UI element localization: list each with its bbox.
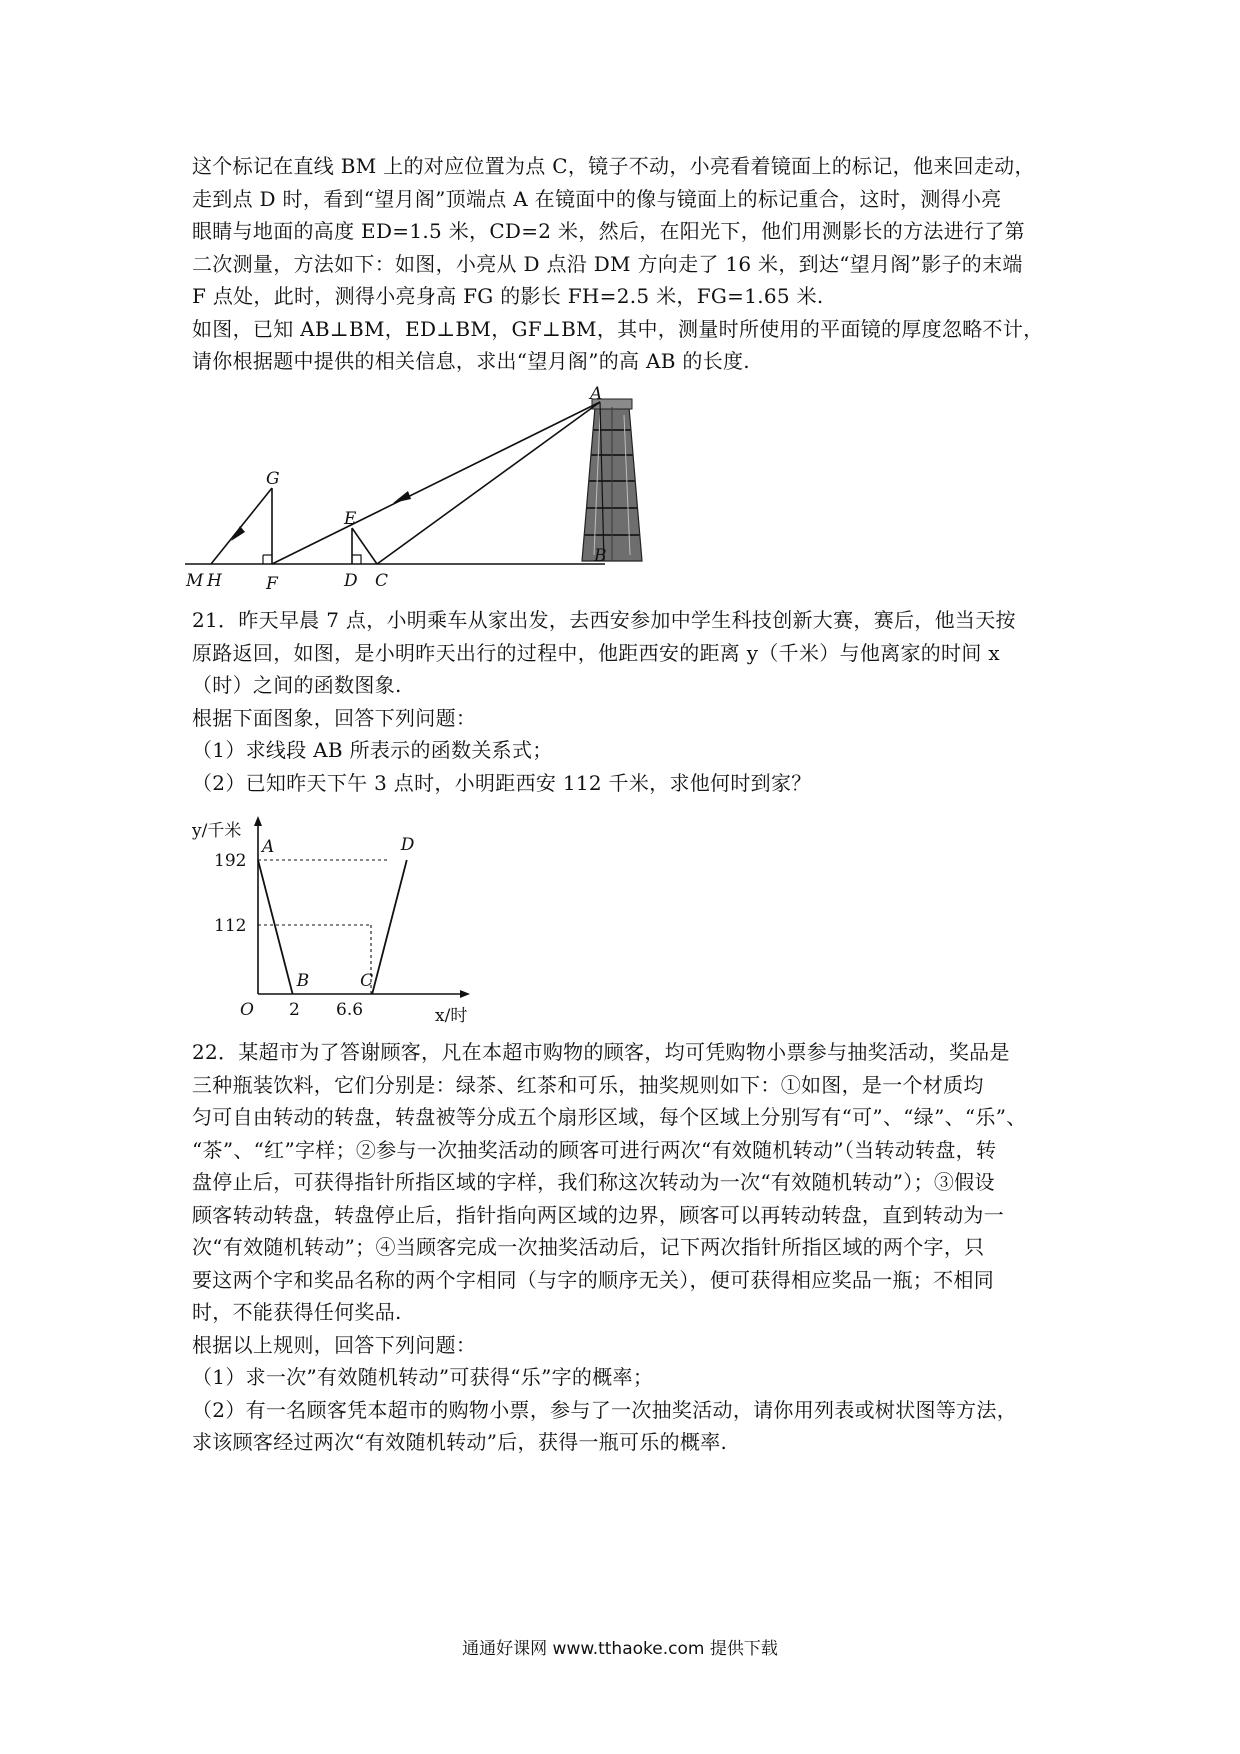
text-line: （2）已知昨天下午 3 点时，小明距西安 112 千米，求他何时到家？ [192, 770, 812, 795]
label-m: M [186, 571, 204, 591]
text-line: 盘停止后，可获得指针所指区域的字样，我们称这次转动为一次“有效随机转动”）；③假设 [192, 1170, 995, 1194]
point-label-c: C [360, 971, 374, 991]
arrow-head-icon [393, 491, 411, 503]
label-e: E [344, 509, 357, 529]
question-22-text [192, 1036, 1052, 1459]
question-21-text [192, 604, 1052, 799]
text-line: 请你根据题中提供的相关信息，求出“望月阁”的高 AB 的长度. [192, 349, 750, 373]
point-label-b: B [296, 971, 310, 991]
arrow-head-icon [231, 526, 245, 541]
text-line: 走到点 D 时，看到“望月阁”顶端点 A 在镜面中的像与镜面上的标记重合，这时，测得小亮 [192, 186, 1002, 211]
text-line: 根据以上规则，回答下列问题： [192, 1332, 477, 1357]
text-line: 眼睛与地面的高度 ED=1.5 米，CD=2 米，然后，在阳光下，他们用测影长的方法进行了第 [192, 219, 1025, 243]
text-line: （1）求一次”有效随机转动”可获得“乐”字的概率； [192, 1365, 654, 1389]
text-line: “茶”、“红”字样；②参与一次抽奖活动的顾客可进行两次“有效随机转动”（当转动转盘，转 [192, 1137, 997, 1162]
origin-label: O [240, 1000, 254, 1020]
text-line: 二次测量，方法如下：如图，小亮从 D 点沿 DM 方向走了 16 米，到达“望月阁”影子的末端 [192, 251, 1023, 276]
page-footer: 通通好课网 www.tthaoke.com 提供下载 [462, 1639, 778, 1659]
text-line: 这个标记在直线 BM 上的对应位置为点 C，镜子不动，小亮看着镜面上的标记，他来回走动， [192, 154, 1035, 178]
tower-geometry-figure [180, 385, 660, 595]
x-axis-arrow-icon [460, 990, 470, 998]
text-line: 原路返回，如图，是小明昨天出行的过程中，他距西安的距离 y（千米）与他离家的时间 x [192, 640, 1000, 665]
question-20-text [192, 150, 1052, 378]
right-angle-mark [352, 555, 361, 564]
text-line: （2）有一名顾客凭本超市的购物小票，参与了一次抽奖活动，请你用列表或树状图等方法， [192, 1397, 1018, 1422]
point-label-d: D [400, 835, 415, 855]
text-line: 求该顾客经过两次“有效随机转动”后，获得一瓶可乐的概率. [192, 1430, 728, 1454]
y-axis-label: y/千米 [192, 821, 242, 841]
x-axis-label: x/时 [435, 1006, 468, 1026]
text-line: 根据下面图象，回答下列问题： [192, 705, 477, 730]
ray-ce [352, 528, 377, 564]
text-line: 时，不能获得任何奖品. [192, 1300, 402, 1324]
text-line: （1）求线段 AB 所表示的函数关系式； [192, 738, 553, 762]
x-tick-label: 2 [289, 1000, 300, 1020]
label-f: F [266, 574, 278, 594]
text-line: 顾客转动转盘，转盘停止后，指针指向两区域的边界，顾客可以再转动转盘，直到转动为一 [192, 1202, 1004, 1227]
text-line: 三种瓶装饮料，它们分别是：绿茶、红茶和可乐，抽奖规则如下：①如图，是一个材质均 [192, 1072, 984, 1097]
segment-gh [211, 488, 272, 564]
text-line: 次“有效随机转动”；④当顾客完成一次抽奖活动后，记下两次指针所指区域的两个字，只 [192, 1235, 985, 1259]
label-g: G [266, 469, 280, 489]
y-tick-label: 112 [214, 916, 247, 936]
segment-ab [258, 860, 293, 994]
text-line: （时）之间的函数图象. [192, 673, 402, 697]
text-line: 21．昨天早晨 7 点，小明乘车从家出发，去西安参加中学生科技创新大赛，赛后，他当天按 [192, 608, 1016, 632]
sun-ray-af [272, 402, 600, 564]
text-line: 要这两个字和奖品名称的两个字相同（与字的顺序无关），便可获得相应奖品一瓶；不相同 [192, 1267, 994, 1292]
tower-image [582, 399, 642, 561]
label-h: H [207, 571, 222, 591]
text-line: 匀可自由转动的转盘，转盘被等分成五个扇形区域，每个区域上分别写有“可”、“绿”、“乐”、 [192, 1105, 1027, 1129]
y-axis-arrow-icon [254, 816, 262, 826]
ray-ac [377, 402, 600, 564]
point-label-a: A [262, 837, 275, 857]
x-tick-label: 6.6 [336, 1000, 364, 1020]
text-line: F 点处，此时，测得小亮身高 FG 的影长 FH=2.5 米，FG=1.65 米. [192, 284, 824, 308]
segment-cd [372, 860, 407, 994]
text-line: 22．某超市为了答谢顾客，凡在本超市购物的顾客，均可凭购物小票参与抽奖活动，奖品是 [192, 1040, 1010, 1064]
label-a: A [590, 385, 603, 404]
y-tick-label: 192 [214, 851, 247, 871]
label-c: C [375, 571, 389, 591]
label-b: B [594, 546, 607, 566]
distance-time-graph [180, 808, 480, 1028]
label-d: D [344, 571, 358, 591]
text-line: 如图，已知 AB⊥BM，ED⊥BM，GF⊥BM，其中，测量时所使用的平面镜的厚度忽略不计， [192, 316, 1044, 341]
